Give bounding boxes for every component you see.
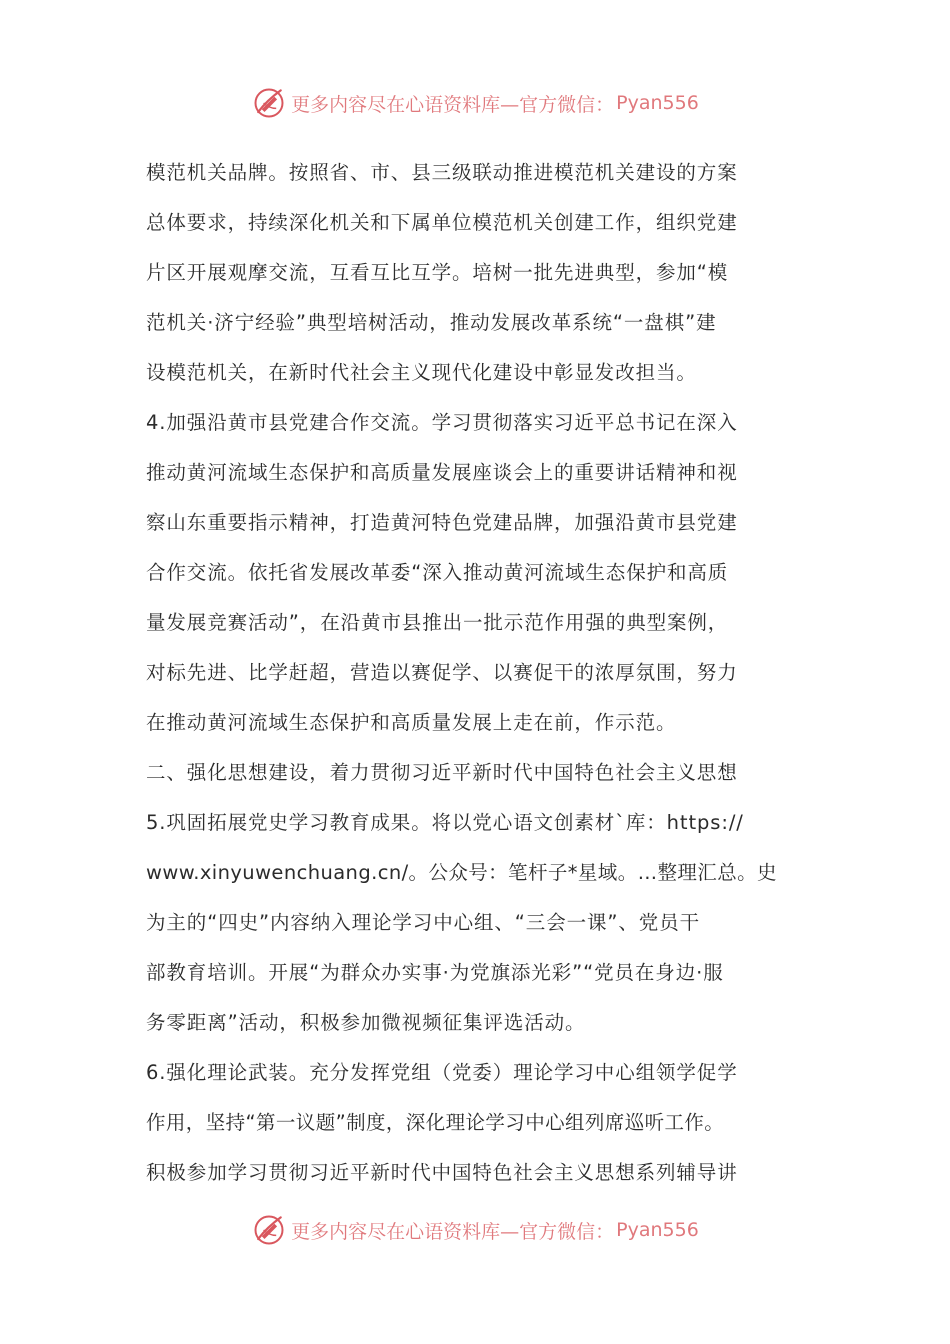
section-heading-4: 4.加强沿黄市县党建合作交流。学习贯彻落实习近平总书记在深入 (146, 411, 738, 434)
text-line: 积极参加学习贯彻习近平新时代中国特色社会主义思想系列辅导讲 (146, 1161, 738, 1184)
banner-wechat-id: Pyan556 (616, 1219, 699, 1241)
text-line: 片区开展观摩交流，互看互比互学。培树一批先进典型，参加“模 (146, 261, 729, 284)
pen-logo-icon (251, 85, 287, 121)
section-heading-5: 5.巩固拓展党史学习教育成果。将以党心语文创素材`库：https:// (146, 811, 744, 834)
header-watermark-banner (0, 83, 950, 123)
section-heading-6: 6.强化理论武装。充分发挥党组（党委）理论学习中心组领学促学 (146, 1061, 738, 1084)
text-line: www.xinyuwenchuang.cn/。公众号：笔杆子*星域。…整理汇总。史 (146, 861, 777, 884)
chapter-heading-2: 二、强化思想建设，着力贯彻习近平新时代中国特色社会主义思想 (146, 761, 738, 784)
text-line: 量发展竞赛活动”，在沿黄市县推出一批示范作用强的典型案例， (146, 611, 729, 634)
text-line: 推动黄河流域生态保护和高质量发展座谈会上的重要讲话精神和视 (146, 461, 738, 484)
text-line: 合作交流。依托省发展改革委“深入推动黄河流域生态保护和高质 (146, 561, 729, 584)
text-line: 察山东重要指示精神，打造黄河特色党建品牌，加强沿黄市县党建 (146, 511, 738, 534)
banner-text: 更多内容尽在心语资料库—官方微信： (291, 93, 615, 116)
text-line: 总体要求，持续深化机关和下属单位模范机关创建工作，组织党建 (146, 211, 738, 234)
banner-wechat-id: Pyan556 (616, 92, 699, 114)
text-line: 在推动黄河流域生态保护和高质量发展上走在前，作示范。 (146, 711, 677, 734)
document-body (146, 148, 826, 1198)
text-line: 务零距离”活动，积极参加微视频征集评选活动。 (146, 1011, 586, 1034)
text-line: 为主的“四史”内容纳入理论学习中心组、“三会一课”、党员干 (146, 911, 701, 934)
banner-text: 更多内容尽在心语资料库—官方微信： (291, 1220, 615, 1243)
text-line: 设模范机关，在新时代社会主义现代化建设中彰显发改担当。 (146, 361, 697, 384)
text-line: 模范机关品牌。按照省、市、县三级联动推进模范机关建设的方案 (146, 161, 738, 184)
footer-watermark-banner (0, 1210, 950, 1250)
pen-logo-icon (251, 1212, 287, 1248)
text-line: 对标先进、比学赶超，营造以赛促学、以赛促干的浓厚氛围，努力 (146, 661, 738, 684)
text-line: 范机关·济宁经验”典型培树活动，推动发展改革系统“一盘棋”建 (146, 311, 717, 334)
text-line: 作用，坚持“第一议题”制度，深化理论学习中心组列席巡听工作。 (146, 1111, 725, 1134)
text-line: 部教育培训。开展“为群众办实事·为党旗添光彩”“党员在身边·服 (146, 961, 724, 984)
